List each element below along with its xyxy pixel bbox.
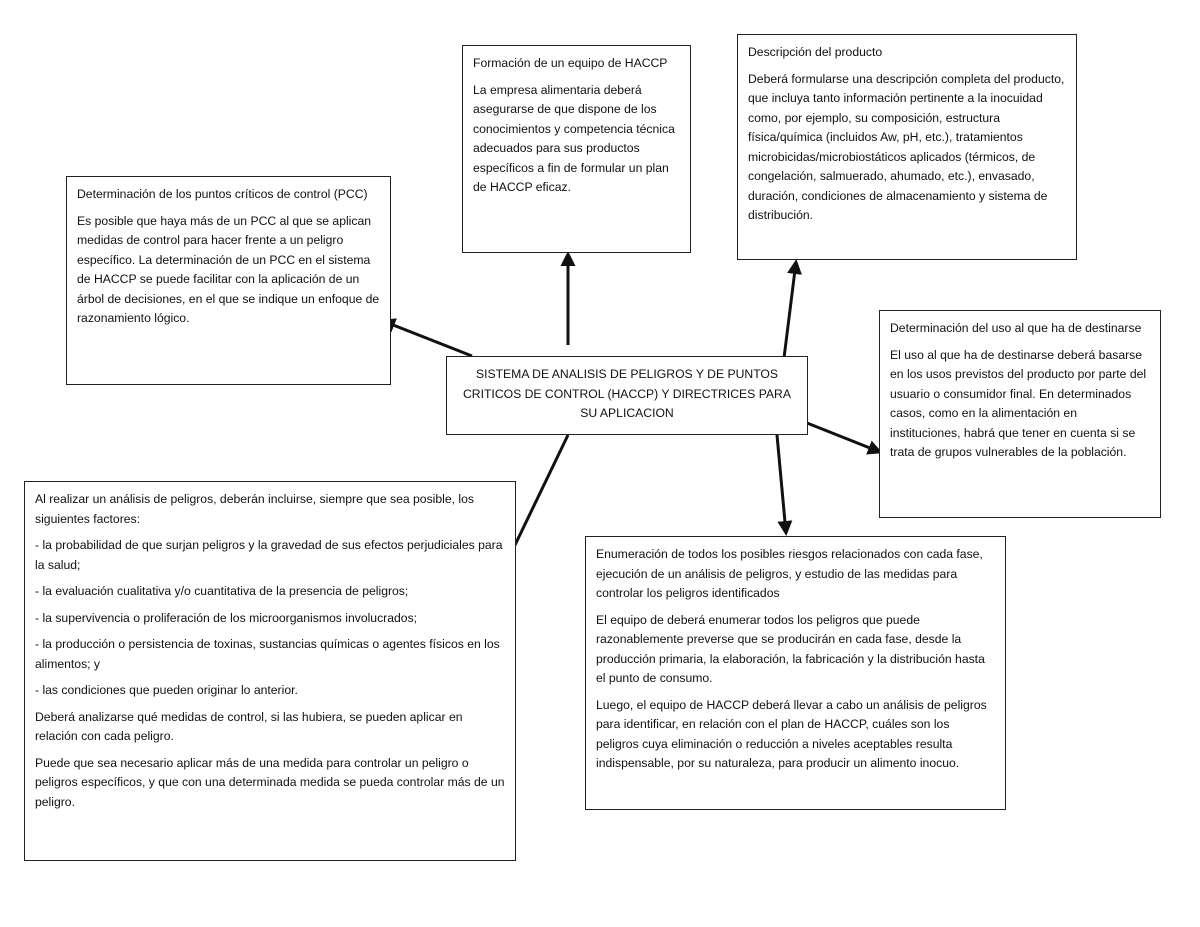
arrow-to-pcc xyxy=(383,321,472,356)
enumeracion-title: Enumeración de todos los posibles riesgos relacionados con cada fase, ejecución de un análisis de peligros, y estudio de las medidas para controlar los peligros identificados xyxy=(596,547,983,600)
enumeracion-box xyxy=(585,536,1006,810)
analisis-item: - la producción o persistencia de toxinas, sustancias químicas o agentes físicos en los alimentos; y xyxy=(35,637,500,671)
formacion-box xyxy=(462,45,691,253)
central-topic-box xyxy=(446,356,808,435)
formacion-body: La empresa alimentaria deberá asegurarse de que dispone de los conocimientos y competencia técnica adecuados para sus productos específicos a fin de formular un plan de HACCP eficaz. xyxy=(473,82,675,194)
uso-title: Determinación del uso al que ha de destinarse xyxy=(890,321,1142,335)
descripcion-body: Deberá formularse una descripción completa del producto, que incluya tanto información pertinente a la inocuidad como, por ejemplo, su composición, estructura física/química (incluidos Aw, pH, etc.), tratamientos microbicidas/microbiostáticos aplicados (térmicos, de congelación, salmuerado, ahumado, etc.), envasado, duración, condiciones de almacenamiento y sistema de distribución. xyxy=(748,71,1065,222)
analisis-p2: Puede que sea necesario aplicar más de una medida para controlar un peligro o peligros específicos, y que con una determinada medida se pueda controlar más de un peligro. xyxy=(35,755,505,809)
arrow-to-enumeracion xyxy=(777,435,786,533)
arrow-to-uso xyxy=(807,423,880,452)
pcc-title: Determinación de los puntos críticos de control (PCC) xyxy=(77,187,368,201)
descripcion-box xyxy=(737,34,1077,260)
uso-box xyxy=(879,310,1161,518)
analisis-item: - las condiciones que pueden originar lo anterior. xyxy=(35,683,298,697)
pcc-body: Es posible que haya más de un PCC al que se aplican medidas de control para hacer frente a un peligro específico. La determinación de un PCC en el sistema de HACCP se puede facilitar con la aplicación de un árbol de decisiones, en el que se indique un enfoque de razonamiento lógico. xyxy=(77,213,380,325)
enumeracion-p2: Luego, el equipo de HACCP deberá llevar a cabo un análisis de peligros para identificar, en relación con el plan de HACCP, cuáles son los peligros cuya eliminación o reducción a niveles aceptables resulta indispensable, por su naturaleza, para producir un alimento inocuo. xyxy=(596,697,987,770)
analisis-intro: Al realizar un análisis de peligros, deberán incluirse, siempre que sea posible, los siguientes factores: xyxy=(35,492,474,526)
pcc-box xyxy=(66,176,391,385)
formacion-title: Formación de un equipo de HACCP xyxy=(473,56,668,70)
enumeracion-p1: El equipo de deberá enumerar todos los peligros que puede razonablemente preverse que se producirán en cada fase, desde la producción primaria, la elaboración, la fabricación y la distribución hasta el punto de consumo. xyxy=(596,612,985,685)
analisis-item: - la supervivencia o proliferación de los microorganismos involucrados; xyxy=(35,610,418,625)
analisis-item: - la evaluación cualitativa y/o cuantitativa de la presencia de peligros; xyxy=(35,584,409,598)
uso-body: El uso al que ha de destinarse deberá basarse en los usos previstos del producto por parte del usuario o consumidor final. En determinados casos, como en la alimentación en instituciones, habrá que tener en cuenta si se trata de grupos vulnerables de la población. xyxy=(890,347,1147,459)
descripcion-title: Descripción del producto xyxy=(748,45,883,59)
central-topic-title: SISTEMA DE ANALISIS DE PELIGROS Y DE PUNTOS CRITICOS DE CONTROL (HACCP) Y DIRECTRICES PARA SU APLICACION xyxy=(463,367,791,420)
analisis-box xyxy=(24,481,516,861)
analisis-item: - la probabilidad de que surjan peligros y la gravedad de sus efectos perjudiciales para la salud; xyxy=(35,538,503,572)
arrow-to-descripcion xyxy=(784,262,796,358)
analisis-p1: Deberá analizarse qué medidas de control, si las hubiera, se pueden aplicar en relación con cada peligro. xyxy=(35,709,463,743)
